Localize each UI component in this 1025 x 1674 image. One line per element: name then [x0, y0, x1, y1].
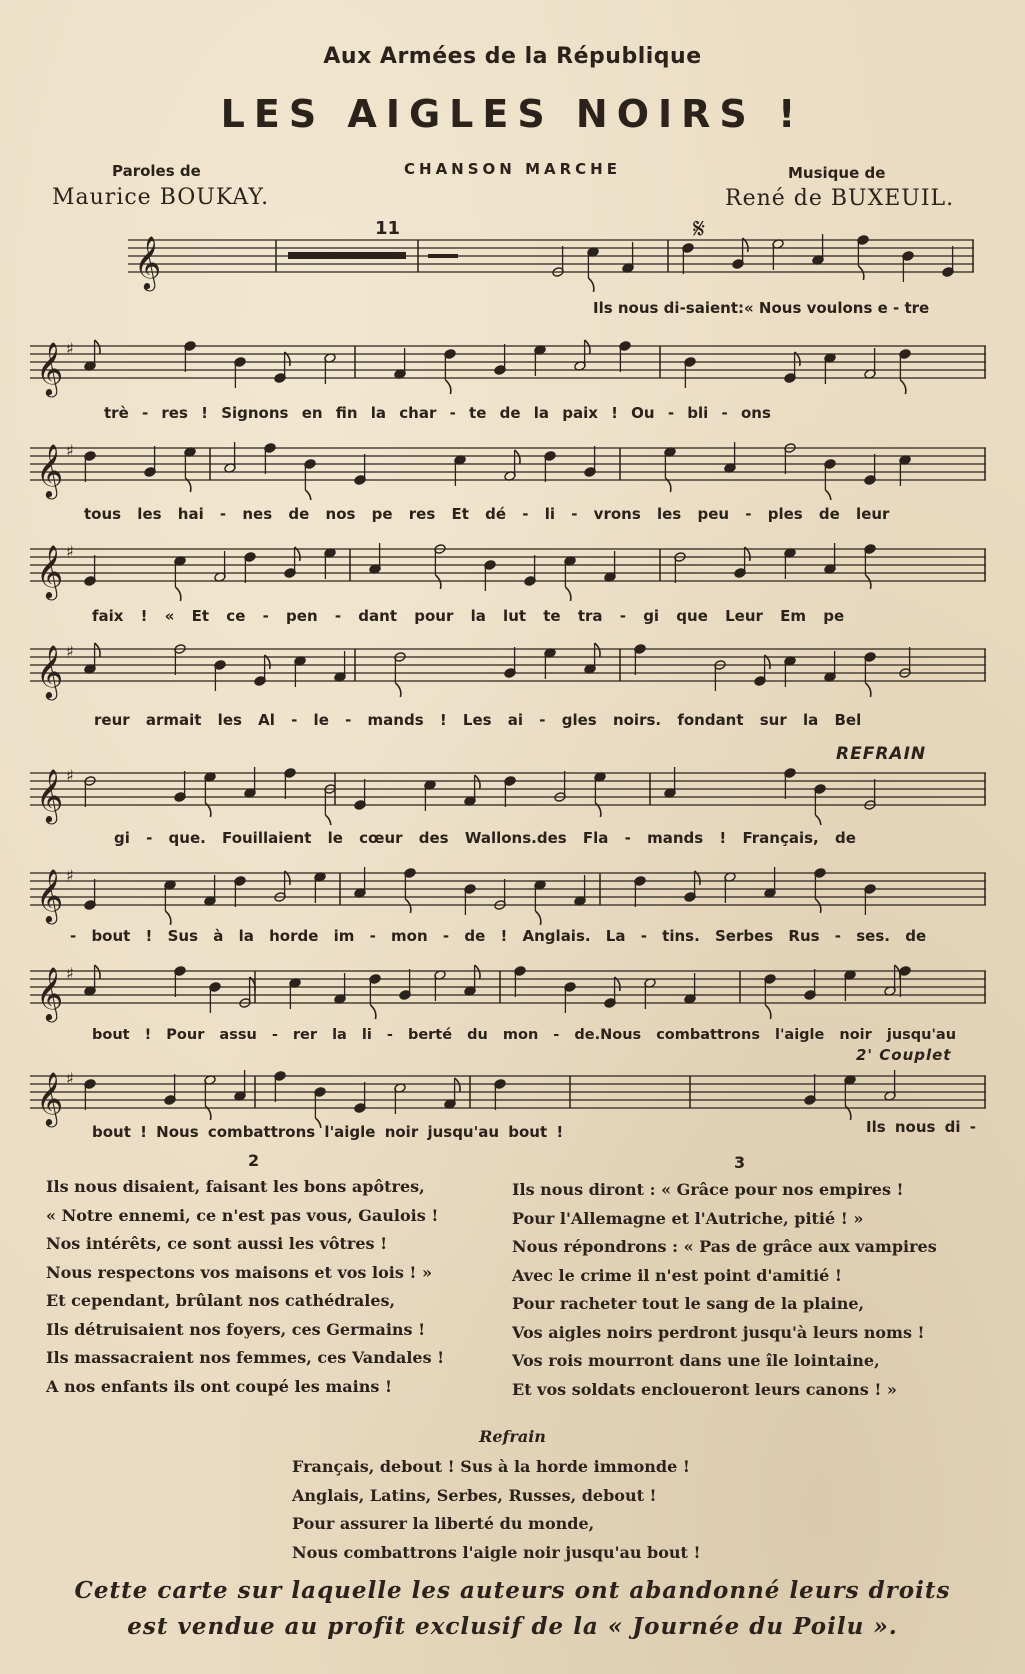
verse-2-line: Et cependant, brûlant nos cathédrales,	[46, 1291, 396, 1310]
lyric-line-4: faix ! « Et ce - pen - dant pour la lut te tra - gi que Leur Em pe	[92, 607, 845, 625]
second-couplet-marker: 2' Couplet	[856, 1046, 952, 1064]
music-staff-4	[30, 541, 990, 601]
lyric-line-3: tous les hai - nes de nos pe res Et dé - li - vrons les peu - ples de leur	[84, 505, 890, 523]
verse-2-line: Nous respectons vos maisons et vos lois ! »	[46, 1262, 433, 1282]
verse-2-line: Ils nous disaient, faisant les bons apôtres,	[46, 1177, 425, 1196]
music-staff-5	[30, 641, 990, 701]
svg-text:♯: ♯	[66, 542, 74, 561]
multi-rest-count: 11	[375, 218, 401, 239]
refrain-line: Pour assurer la liberté du monde,	[292, 1514, 595, 1533]
svg-text:𝄞: 𝄞	[36, 544, 64, 598]
verse-2-line: Ils détruisaient nos foyers, ces Germains !	[46, 1319, 426, 1339]
verse-2-line: A nos enfants ils ont coupé les mains !	[46, 1376, 392, 1396]
verse-3-line: Vos rois mourront dans une île lointaine,	[512, 1351, 880, 1370]
music-staff-7	[30, 865, 990, 925]
verse-2-line: « Notre ennemi, ce n'est pas vous, Gaulois !	[46, 1205, 439, 1225]
refrain-line: Nous combattrons l'aigle noir jusqu'au bout !	[292, 1542, 701, 1562]
svg-text:𝄞: 𝄞	[36, 768, 64, 822]
refrain-marker: REFRAIN	[836, 744, 927, 764]
verse-3	[512, 1176, 937, 1404]
refrain-line: Français, debout ! Sus à la horde immonde !	[292, 1457, 690, 1476]
lyric-line-8: bout ! Pour assu - rer la li - berté du mon - de.Nous combattrons l'aigle noir jusqu'au	[92, 1027, 957, 1043]
song-title: LES AIGLES NOIRS !	[220, 92, 805, 136]
svg-text:𝄞: 𝄞	[36, 868, 64, 922]
verse-2-number: 2	[248, 1151, 260, 1170]
svg-text:𝄞: 𝄞	[36, 644, 64, 698]
svg-text:♯: ♯	[66, 964, 74, 983]
svg-text:♯: ♯	[66, 642, 74, 661]
lyric-line-10: Ils nous di -	[866, 1118, 977, 1136]
refrain-title: Refrain	[479, 1427, 546, 1446]
svg-text:♯: ♯	[66, 339, 74, 358]
composer-name: René de BUXEUIL.	[725, 186, 955, 211]
footer-line-2: est vendue au profit exclusif de la « Journée du Poilu ».	[127, 1613, 898, 1640]
music-staff-9	[30, 1068, 990, 1128]
verse-3-line: Et vos soldats encloueront leurs canons ! »	[512, 1379, 897, 1399]
verse-3-number: 3	[734, 1153, 746, 1172]
verse-3-line: Nous répondrons : « Pas de grâce aux vampires	[512, 1237, 937, 1256]
lyric-line-6: gi - que. Fouillaient le cœur des Wallons.des Fla - mands ! Français, de	[114, 829, 856, 847]
svg-text:𝄞: 𝄞	[36, 341, 64, 395]
refrain-line: Anglais, Latins, Serbes, Russes, debout !	[292, 1485, 657, 1505]
verse-3-line: Avec le crime il n'est point d'amitié !	[512, 1265, 842, 1285]
song-genre: CHANSON MARCHE	[404, 160, 621, 178]
dedication: Aux Armées de la République	[323, 44, 702, 69]
verse-3-line: Pour l'Allemagne et l'Autriche, pitié ! »	[512, 1208, 864, 1228]
music-label: Musique de	[788, 164, 886, 182]
svg-text:𝄞: 𝄞	[36, 443, 64, 497]
music-staff-3	[30, 440, 990, 500]
svg-text:𝄞: 𝄞	[36, 1071, 64, 1125]
lyrics-label: Paroles de	[112, 162, 201, 180]
svg-text:𝄞: 𝄞	[134, 235, 162, 289]
svg-text:♯: ♯	[66, 766, 74, 785]
footer-line-1: Cette carte sur laquelle les auteurs ont abandonné leurs droits	[74, 1577, 951, 1604]
segno-icon: 𝄋	[693, 212, 706, 245]
refrain-text	[292, 1453, 701, 1567]
svg-text:𝄞: 𝄞	[36, 966, 64, 1020]
verse-3-line: Ils nous diront : « Grâce pour nos empires !	[512, 1180, 904, 1199]
verse-3-line: Pour racheter tout le sang de la plaine,	[512, 1294, 865, 1313]
lyric-line-7: - bout ! Sus à la horde im - mon - de ! Anglais. La - tins. Serbes Rus - ses. de	[70, 927, 927, 945]
music-staff-8	[30, 963, 990, 1023]
music-staff-1	[128, 232, 978, 292]
music-staff-2	[30, 338, 990, 398]
verse-3-line: Vos aigles noirs perdront jusqu'à leurs noms !	[512, 1322, 925, 1342]
svg-text:♯: ♯	[66, 866, 74, 885]
svg-text:♯: ♯	[66, 1069, 74, 1088]
verse-2	[46, 1173, 444, 1401]
lyric-line-2: trè - res ! Signons en fin la char - te de la paix ! Ou - bli - ons	[104, 404, 771, 422]
svg-text:♯: ♯	[66, 441, 74, 460]
lyric-line-5: reur armait les Al - le - mands ! Les ai - gles noirs. fondant sur la Bel	[94, 711, 862, 729]
lyric-line-1: Ils nous di-saient:« Nous voulons e - tre	[593, 299, 930, 317]
lyric-line-9: bout ! Nous combattrons l'aigle noir jusqu'au bout !	[92, 1123, 564, 1141]
verse-2-line: Nos intérêts, ce sont aussi les vôtres !	[46, 1234, 388, 1253]
verse-2-line: Ils massacraient nos femmes, ces Vandales !	[46, 1348, 445, 1367]
music-staff-6	[30, 765, 990, 825]
lyricist-name: Maurice BOUKAY.	[52, 185, 270, 210]
